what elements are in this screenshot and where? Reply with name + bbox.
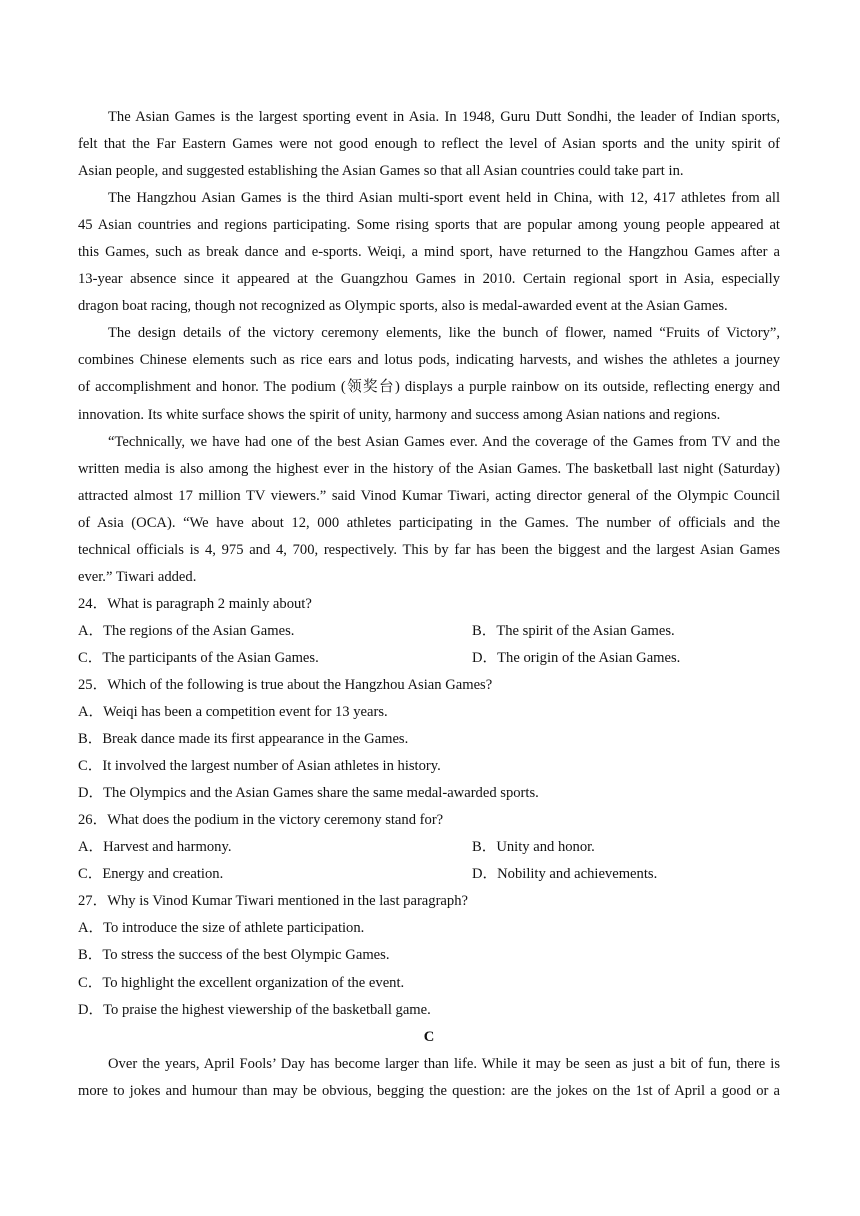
option-c[interactable]: C．Energy and creation. xyxy=(78,866,224,883)
text-line: The Asian Games is the largest sporting event in Asia. In 1948, Guru Dutt Sondhi, the leader of Indian sports, xyxy=(108,109,780,125)
text-line: felt that the Far Eastern Games were not good enough to reflect the level of Asian sports and the unity spirit of xyxy=(78,136,780,153)
text-line: more to jokes and humour than may be obvious, begging the question: are the jokes on the 1st of April a good or a xyxy=(78,1082,780,1099)
section-heading: C xyxy=(423,1028,435,1045)
question-24 xyxy=(78,591,780,672)
text-line: of accomplishment and honor. The podium (领奖台) displays a purple rainbow on its outside, reflecting energy and xyxy=(78,379,780,396)
text-line: this Games, such as break dance and e-sports. Weiqi, a mind sport, have returned to the Hangzhou Games after a xyxy=(78,244,780,261)
text-line: 13-year absence since it appeared at the Guangzhou Games in 2010. Certain regional sport in Asia, especially xyxy=(78,271,780,288)
option-d[interactable]: D．Nobility and achievements. xyxy=(472,866,658,883)
text-line: written media is also among the highest ever in the history of the Asian Games. The basketball last night (Saturday) xyxy=(78,460,780,477)
question-stem: 25．Which of the following is true about the Hangzhou Asian Games? xyxy=(78,676,493,693)
question-stem: 27．Why is Vinod Kumar Tiwari mentioned in the last paragraph? xyxy=(78,893,468,910)
text-line: technical officials is 4, 975 and 4, 700, respectively. This by far has been the biggest and the largest Asian Games xyxy=(78,541,780,558)
option-row xyxy=(78,861,780,888)
option-a[interactable]: A．The regions of the Asian Games. xyxy=(78,622,295,639)
question-25 xyxy=(78,672,780,807)
option-b[interactable]: B．Break dance made its first appearance in the Games. xyxy=(78,731,409,748)
text-line: attracted almost 17 million TV viewers.” said Vinod Kumar Tiwari, acting director general of the Olympic Council xyxy=(78,487,780,504)
text-line: of Asia (OCA). “We have about 12, 000 athletes participating in the Games. The number of officials and the xyxy=(78,514,780,531)
text-line: Asian people, and suggested establishing the Asian Games so that all Asian countries could take part in. xyxy=(78,163,684,180)
passage-c-paragraph-1 xyxy=(78,1051,780,1105)
text-line: Over the years, April Fools’ Day has become larger than life. While it may be seen as just a bit of fun, there is xyxy=(108,1055,780,1072)
text-line: 45 Asian countries and regions participating. Some rising sports that are popular among young people appeared at xyxy=(78,217,780,234)
option-d[interactable]: D．The origin of the Asian Games. xyxy=(472,649,681,666)
option-d[interactable]: D．To praise the highest viewership of the basketball game. xyxy=(78,1001,431,1018)
passage-paragraph-4 xyxy=(78,429,780,591)
option-b[interactable]: B．The spirit of the Asian Games. xyxy=(472,622,675,639)
option-c[interactable]: C．It involved the largest number of Asian athletes in history. xyxy=(78,758,441,775)
question-stem: 26．What does the podium in the victory ceremony stand for? xyxy=(78,812,444,829)
text-line: “Technically, we have had one of the best Asian Games ever. And the coverage of the Games from TV and the xyxy=(108,433,780,450)
text-line: The Hangzhou Asian Games is the third Asian multi-sport event held in China, with 12, 417 athletes from all xyxy=(108,190,780,207)
text-line: ever.” Tiwari added. xyxy=(78,568,197,585)
option-c[interactable]: C．To highlight the excellent organization of the event. xyxy=(78,974,405,991)
text-line: combines Chinese elements such as rice ears and lotus pods, indicating harvests, and wishes the athletes a journey xyxy=(78,352,780,369)
option-d[interactable]: D．The Olympics and the Asian Games share the same medal-awarded sports. xyxy=(78,785,539,802)
option-b[interactable]: B．To stress the success of the best Olympic Games. xyxy=(78,947,390,964)
question-27 xyxy=(78,888,780,1023)
text-line: The design details of the victory ceremony elements, like the bunch of flower, named “Fruits of Victory”, xyxy=(108,325,780,342)
option-a[interactable]: A．Weiqi has been a competition event for 13 years. xyxy=(78,704,388,721)
text-line: dragon boat racing, though not recognized as Olympic sports, also is medal-awarded event at the Asian Games. xyxy=(78,298,728,315)
option-c[interactable]: C．The participants of the Asian Games. xyxy=(78,649,319,666)
passage-paragraph-1 xyxy=(78,104,780,185)
option-row xyxy=(78,645,780,672)
option-a[interactable]: A．Harvest and harmony. xyxy=(78,839,232,856)
passage-paragraph-3 xyxy=(78,320,780,428)
option-row xyxy=(78,834,780,861)
option-a[interactable]: A．To introduce the size of athlete participation. xyxy=(78,920,365,937)
passage-paragraph-2 xyxy=(78,185,780,320)
question-stem: 24．What is paragraph 2 mainly about? xyxy=(78,595,312,612)
option-row xyxy=(78,618,780,645)
option-b[interactable]: B．Unity and honor. xyxy=(472,839,595,856)
text-line: innovation. Its white surface shows the spirit of unity, harmony and success among Asian nations and regions. xyxy=(78,406,721,423)
document-page xyxy=(78,104,780,1105)
question-26 xyxy=(78,807,780,888)
